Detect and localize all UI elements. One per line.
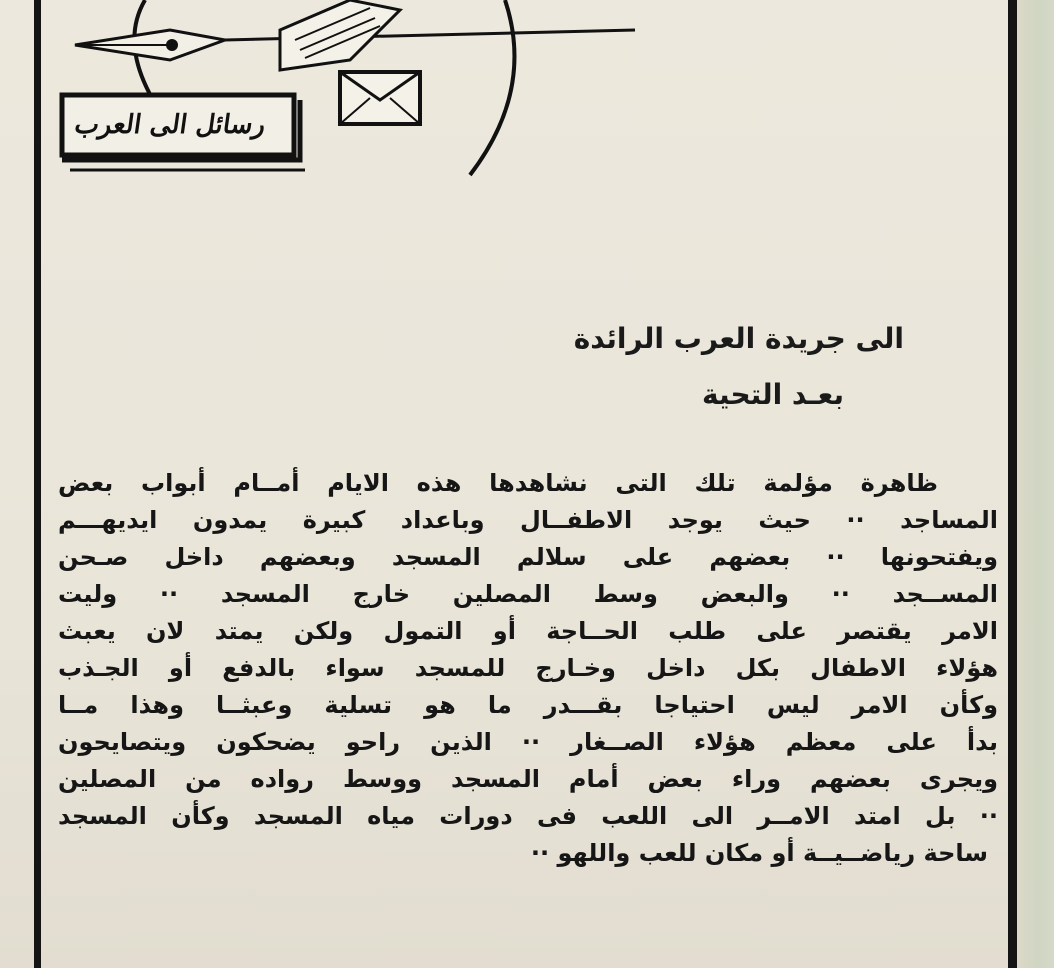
column-logo-illustration <box>50 0 650 185</box>
column-title: رسائل الى العرب <box>72 110 268 140</box>
body-line: المســجد ·· والبعض وسط المصلين خارج المسجد ·· وليت <box>58 580 998 608</box>
body-line: ويفتحونها ·· بعضهم على سلالم المسجد وبعضهم داخل صـحن <box>58 543 998 571</box>
adjacent-page-margin <box>1017 0 1054 968</box>
letter-salutation: بعـد التحية <box>702 378 844 411</box>
body-line: ويجرى بعضهم وراء بعض أمام المسجد ووسط رواده من المصلين <box>58 765 998 793</box>
body-line: المساجد ·· حيث يوجد الاطفــال وباعداد كبيرة يمدون ايديهـــم <box>58 506 998 534</box>
frame-left-border <box>34 0 41 968</box>
body-line: ساحة رياضــيــة أو مكان للعب واللهو ·· <box>530 839 988 867</box>
body-line: ·· بل امتد الامــر الى اللعب فى دورات مياه المسجد وكأن المسجد <box>58 802 998 830</box>
body-line: بدأ على معظم هؤلاء الصــغار ·· الذين راحو يضحكون ويتصايحون <box>58 728 998 756</box>
body-line: وكأن الامر ليس احتياجا بقـــدر ما هو تسلية وعبثــا وهذا مــا <box>58 691 998 719</box>
body-line: هؤلاء الاطفال بكل داخل وخـارج للمسجد سواء بالدفع أو الجـذب <box>58 654 998 682</box>
letter-body <box>58 465 998 872</box>
letter-greeting: الى جريدة العرب الرائدة <box>573 322 904 355</box>
logo-circle-arc-right <box>470 0 514 175</box>
body-line: ظاهرة مؤلمة تلك التى نشاهدها هذه الايام أمــام أبواب بعض <box>58 469 938 497</box>
frame-right-border <box>1008 0 1017 968</box>
envelope-icon <box>340 72 420 124</box>
body-line: الامر يقتصر على طلب الحــاجة أو التمول ولكن يمتد لان يعبث <box>58 617 998 645</box>
